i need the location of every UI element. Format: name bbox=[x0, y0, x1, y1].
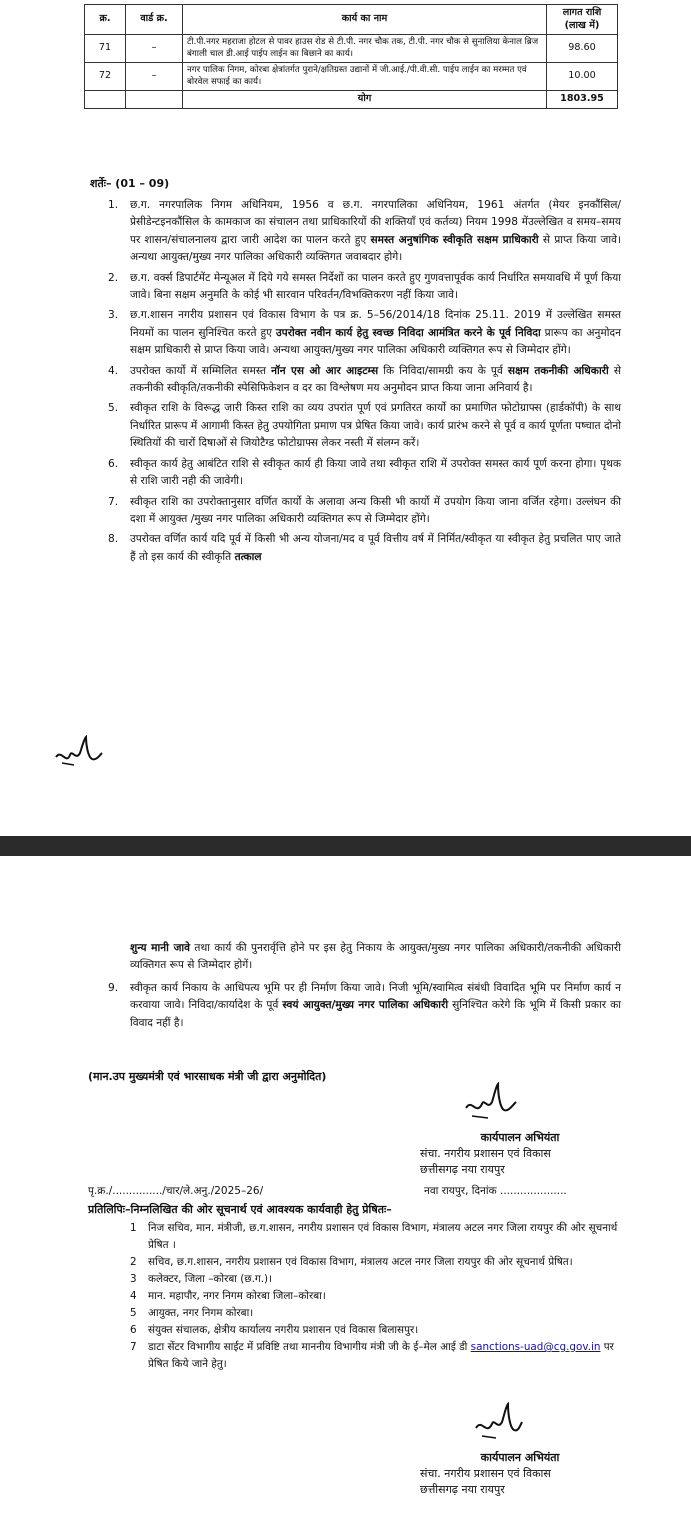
condition-3 bbox=[108, 307, 621, 359]
list-item-number: 1 bbox=[130, 1222, 137, 1234]
initials-signature-icon bbox=[52, 735, 104, 769]
condition-number: 7. bbox=[108, 495, 119, 508]
list-item-text: कलेक्टर, जिला –कोरबा (छ.ग.)। bbox=[148, 1273, 273, 1285]
list-item bbox=[130, 1305, 620, 1322]
total-empty-cell bbox=[126, 91, 183, 109]
condition-text bbox=[130, 980, 621, 1032]
list-item-text: सचिव, छ.ग.शासन, नगरीय प्रशासन एवं विकास विभाग, मंत्रालय अटल नगर जिला रायपुर की ओर सूचनार्थ प्रेषित। bbox=[148, 1256, 573, 1268]
text-part: सुनिश्चित करेगे कि भूमि में किसी प्रकार का विवाद नहीं है। bbox=[130, 999, 621, 1029]
list-item-text: निज सचिव, मान. मंत्रीजी, छ.ग.शासन, नगरीय प्रशासन एवं विकास विभाग, मंत्रालय अटल नगर जिला रायपुर की ओर सूचनार्थ प्रेषित । bbox=[148, 1222, 618, 1251]
text-part: छ.ग.शासन नगरीय प्रशासन एवं विकास विभाग के पत्र क्र. 5–56/2014/18 दिनांक 25.11. 2019 में उल्लेखित समस्त नियमों का पालन सुनिश्चित करते हुए bbox=[130, 309, 621, 339]
condition-8 bbox=[108, 531, 621, 566]
bold-part: तत्काल bbox=[234, 550, 262, 563]
row-ward: – bbox=[126, 63, 183, 91]
bold-part: शुन्य मानी जावे bbox=[130, 942, 191, 954]
total-value: 1803.95 bbox=[547, 91, 618, 109]
page-separator bbox=[0, 836, 691, 856]
row-cost: 98.60 bbox=[547, 35, 618, 63]
list-item bbox=[130, 1288, 620, 1305]
text-part: डाटा सेंटर विभागीय साईट में प्रविष्टि तथा माननीय विभागीय मंत्री जी के ई–मेल आई डी bbox=[148, 1341, 471, 1353]
condition-text: स्वीकृत राशि का उपरोक्तानुसार वर्णित कार्यो के अलावा अन्य किसी भी कार्यो में उपयोग किया जाना वर्जित रहेगा। उल्लंघन की दशा में आयुक्त /मुख्य नगर पालिका अधिकारी व्यक्तिगत रूप से जिम्मेदार होंगे। bbox=[130, 495, 621, 525]
bold-part: नॉन एस ओ आर आइटम्स bbox=[271, 364, 379, 377]
approval-note: (मान.उप मुख्यमंत्री एवं भारसाधक मंत्री जी द्वारा अनुमोदित) bbox=[88, 1070, 327, 1083]
row-num: 72 bbox=[85, 63, 126, 91]
condition-text: स्वीकृत कार्य हेतु आबंटित राशि से स्वीकृत कार्य ही किया जावे तथा स्वीकृत राशि में उपरोक्त समस्त कार्य पूर्ण करना होगा। पृथक से राशि जारी नही की जावेगी। bbox=[130, 457, 621, 488]
text-part: स्वीकृत कार्य निकाय के आधिपत्य भूमि पर ही निर्माण किया जावे। निजी भूमि/स्वामित्व संबंधी विवादित भूमि पर निर्माण कार्य न करवाया जावे। निविदा/कार्यादेश के पूर्व bbox=[130, 982, 621, 1012]
row-num: 71 bbox=[85, 35, 126, 63]
copy-to-heading: प्रतिलिपिः–निम्नलिखित की ओर सूचनार्थ एवं आवश्यक कार्यवाही हेतु प्रेषितः– bbox=[88, 1203, 392, 1216]
condition-text bbox=[130, 363, 621, 398]
text-part: तथा कार्य की पुनरार्वृत्ति होने पर इस हेतु निकाय के आयुक्त/मुख्य नगर पालिका अधिकारी/तकनीकी अधिकारी व्यक्तिगत रूप से जिम्मेदार होगें। bbox=[130, 942, 622, 972]
bold-part: उपरोक्त नवीन कार्य हेतु स्वच्छ निविदा आमंत्रित करने के पूर्व निविदा bbox=[275, 326, 541, 339]
condition-text bbox=[130, 307, 621, 359]
text-part: से प्राप्त किया जावे। अन्यथा आयुक्त/मुख्य नगर पालिका अधिकारी व्यक्तिगत जवाबदार होगे। bbox=[130, 233, 622, 264]
condition-number: 1. bbox=[108, 199, 119, 211]
signatory-location: छत्तीसगढ़ नया रायपुर bbox=[420, 1163, 505, 1176]
signatory-block bbox=[420, 1130, 620, 1178]
list-item-number: 6 bbox=[130, 1324, 137, 1336]
list-item-number: 4 bbox=[130, 1290, 137, 1302]
condition-6 bbox=[108, 456, 621, 491]
condition-2 bbox=[108, 270, 621, 305]
email-link[interactable]: sanctions-uad@cg.gov.in bbox=[470, 1341, 601, 1353]
reference-line bbox=[88, 1184, 618, 1198]
condition-text bbox=[130, 197, 621, 267]
condition-number: 8. bbox=[108, 533, 119, 546]
text-part: उपरोक्त कार्यो में सम्मिलित समस्त bbox=[130, 364, 272, 377]
table-header-row bbox=[85, 5, 618, 35]
signatory-title: कार्यपालन अभियंता bbox=[480, 1131, 560, 1144]
list-item bbox=[130, 1220, 620, 1254]
condition-text: छ.ग. वर्क्स डिपार्टमेंट मेन्यूअल में दिये गये समस्त निर्देशों का पालन करते हुए गुणवत्तापूर्वक कार्य निर्धारित समयावधि में पूर्ण किया जावे। बिना सक्षम अनुमति के कोई भी सारवान परिवर्तन/विभक्तिकरण नहीं किया जावे। bbox=[130, 271, 621, 302]
list-item bbox=[130, 1339, 620, 1373]
list-item-text: मान. महापौर, नगर निगम कोरबा जिला–कोरबा। bbox=[148, 1290, 326, 1302]
conditions-heading: शर्तेः– (01 – 09) bbox=[90, 177, 170, 190]
condition-text bbox=[130, 531, 621, 566]
row-work-name: टी.पी.नगर महराजा होटल से पावर हाउस रोड से टी.पी. नगर चौक तक, टी.पी. नगर चौक से सुनालिया केनाल ब्रिज बंगाली चाल डी.आई पाईप लाईन का बिछाने का कार्य। bbox=[183, 35, 547, 63]
condition-text: स्वीकृत राशि के विरूद्ध जारी किस्त राशि का व्यय उपरांत पूर्ण एवं प्रगतिरत कार्यो का प्रमाणित फोटोग्राफ्स (हार्डकॉपी) के साथ निर्धारित प्रारूप में आगामी किस्त हेतु उपयोगिता प्रमाण पत्र प्रेषित किया जावे। कार्य प्रारंभ करने से पूर्व व कार्य पूर्णता पष्चात दोनो स्थितियों की चारों दिषाओं से जियोटैग्ड फोटोग्राफ्स लेकर नस्ती में संलग्न करें। bbox=[130, 402, 621, 450]
bold-part: स्वयं आयुक्त/मुख्य नगर पालिका अधिकारी bbox=[282, 999, 449, 1012]
condition-number: 2. bbox=[108, 271, 119, 284]
condition-number: 6. bbox=[108, 457, 119, 470]
list-item bbox=[130, 1322, 620, 1339]
table-row bbox=[85, 35, 618, 63]
list-item-number: 3 bbox=[130, 1273, 137, 1285]
signatory-department: संचा. नगरीय प्रशासन एवं विकास bbox=[420, 1467, 551, 1480]
list-item bbox=[130, 1254, 620, 1271]
list-item-number: 5 bbox=[130, 1307, 137, 1319]
table-row bbox=[85, 63, 618, 91]
list-item-text: संयुक्त संचालक, क्षेत्रीय कार्यालय नगरीय प्रशासन एवं विकास बिलासपुर। bbox=[148, 1324, 419, 1336]
signature-icon bbox=[462, 1082, 518, 1122]
copy-to-list bbox=[130, 1220, 620, 1373]
list-item-text: आयुक्त, नगर निगम कोरबा। bbox=[148, 1307, 254, 1319]
condition-8-continued bbox=[130, 940, 621, 975]
col-num-header: क्र. bbox=[85, 5, 126, 35]
total-label: योग bbox=[183, 91, 547, 109]
col-cost-header: लागत राशि (लाख में) bbox=[547, 5, 618, 35]
signatory-department: संचा. नगरीय प्रशासन एवं विकास bbox=[420, 1147, 551, 1160]
condition-1 bbox=[108, 197, 621, 267]
row-ward: – bbox=[126, 35, 183, 63]
signatory-location: छत्तीसगढ़ नया रायपुर bbox=[420, 1483, 505, 1496]
bold-part: सक्षम तकनीकी अधिकारी bbox=[507, 364, 609, 377]
row-cost: 10.00 bbox=[547, 63, 618, 91]
document-page-2 bbox=[0, 856, 691, 1536]
text-part: कि निविदा/सामग्री कय के पूर्व bbox=[378, 364, 508, 377]
condition-number: 3. bbox=[108, 309, 119, 322]
table-total-row bbox=[85, 91, 618, 109]
text-part: प्रारूप का अनुमोदन सक्षम प्राधिकारी से प्राप्त किया जावे। अन्यथा आयुक्त/मुख्य नगर पालिका अधिकारी व्यक्तिगत रूप से जिम्मेदार होंगे। bbox=[130, 326, 621, 357]
list-item bbox=[130, 1271, 620, 1288]
conditions-list bbox=[108, 197, 621, 569]
reference-number: पृ.क्र./.............../चार/ले.अनु./2025–26/ bbox=[88, 1185, 264, 1197]
col-ward-header: वार्ड क्र. bbox=[126, 5, 183, 35]
condition-7 bbox=[108, 494, 621, 529]
reference-date: नवा रायपुर, दिनांक .................... bbox=[424, 1185, 567, 1197]
condition-9 bbox=[108, 980, 621, 1032]
list-item-number: 2 bbox=[130, 1256, 137, 1268]
signatory-title: कार्यपालन अभियंता bbox=[480, 1451, 560, 1464]
condition-number: 5. bbox=[108, 402, 119, 415]
works-table bbox=[84, 4, 618, 109]
row-work-name: नगर पालिक निगम, कोरबा क्षेत्रांतर्गत पुराने/क्षतिग्रस्त उद्यानों में जी.आई./पी.वी.सी. पाईप लाईन का मरम्मत एवं बोरवेल सफाई का कार्य। bbox=[183, 63, 547, 91]
signature-icon bbox=[472, 1402, 524, 1442]
condition-4 bbox=[108, 363, 621, 398]
list-item-number: 7 bbox=[130, 1341, 137, 1353]
col-name-header: कार्य का नाम bbox=[183, 5, 547, 35]
conditions-list-continued bbox=[108, 980, 621, 1035]
condition-number: 4. bbox=[108, 364, 119, 377]
bold-part: समस्त अनुषांगिक स्वीकृति सक्षम प्राधिकारी bbox=[370, 233, 539, 246]
list-item-text bbox=[148, 1339, 620, 1373]
text-part: छ.ग. नगरपालिक निगम अधिनियम, 1956 व छ.ग. नगरपालिका अधिनियम, 1961 अंतर्गत (मेयर इनकौंसिल/प्रेसीडेन्टइनकौंसिल के कामकाज का संचालन तथा प्राधिकारियों की शक्तियाँ एवं कर्तव्य) नियम 1998 मेंउल्लेखित व समय–समय पर शासन/संचालनालय द्वारा जारी आदेश का पालन करते हुए bbox=[130, 199, 621, 246]
text-part: पर प्रेषित किये जाने हेतु। bbox=[148, 1341, 614, 1370]
text-part: से तकनीकी स्वीकृति/तकनीकी स्पेसिफिकेशन व दर का विश्लेषण मय अनुमोदन प्राप्त किया जाना अनिवार्य है। bbox=[130, 364, 621, 395]
total-empty-cell bbox=[85, 91, 126, 109]
text-part: उपरोक्त वर्णित कार्य यदि पूर्व में किसी भी अन्य योजना/मद व पूर्व वित्तीय वर्ष में निर्मित/स्वीकृत या स्वीकृत हेतु प्रचलित पाए जाते हैं तो इस कार्य की स्वीकृति bbox=[130, 533, 621, 563]
condition-number: 9. bbox=[108, 982, 119, 994]
signatory-block-final bbox=[420, 1450, 620, 1498]
condition-5 bbox=[108, 400, 621, 452]
